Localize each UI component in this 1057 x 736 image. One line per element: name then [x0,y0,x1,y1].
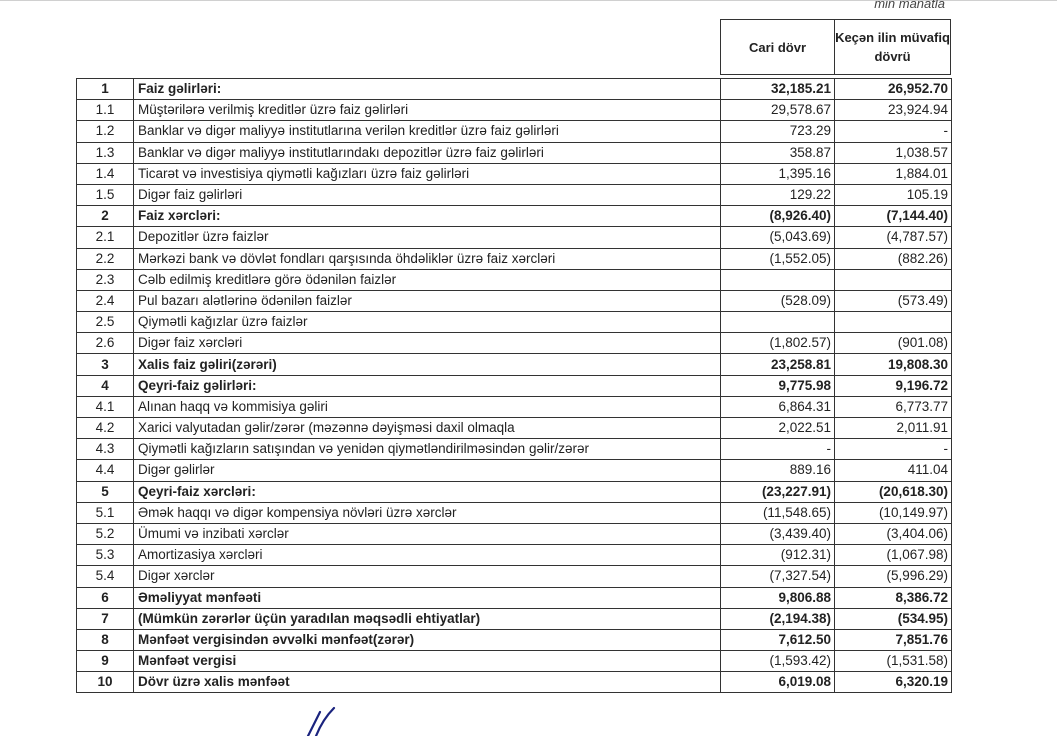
row-number: 2.2 [77,248,134,269]
table-row [77,79,952,100]
row-label: Pul bazarı alətlərinə ödənilən faizlər [134,290,721,311]
row-current-value: 7,612.50 [721,629,835,650]
row-label: Faiz xərcləri: [134,206,721,227]
row-number: 4.1 [77,396,134,417]
row-previous-value [835,312,952,333]
row-label: Mənfəət vergisi [134,651,721,672]
row-previous-value: (4,787.57) [835,227,952,248]
row-previous-value: (7,144.40) [835,206,952,227]
row-previous-value: 1,038.57 [835,142,952,163]
table-row [77,100,952,121]
row-label: Mərkəzi bank və dövlət fondları qarşısında öhdəliklər üzrə faiz xərcləri [134,248,721,269]
row-previous-value: 1,884.01 [835,163,952,184]
table-row [77,629,952,650]
row-number: 5.1 [77,502,134,523]
table-row [77,290,952,311]
row-number: 5.2 [77,523,134,544]
row-current-value: 29,578.67 [721,100,835,121]
row-number: 2.5 [77,312,134,333]
row-label: Banklar və digər maliyyə institutlarındakı depozitlər üzrə faiz gəlirləri [134,142,721,163]
table-row [77,375,952,396]
row-number: 2.6 [77,333,134,354]
table-row [77,587,952,608]
row-previous-value: (534.95) [835,608,952,629]
row-label: Dövr üzrə xalis mənfəət [134,672,721,693]
row-current-value: 889.16 [721,460,835,481]
row-previous-value: 2,011.91 [835,418,952,439]
row-label: Digər xərclər [134,566,721,587]
row-previous-value: 6,320.19 [835,672,952,693]
row-number: 1.4 [77,163,134,184]
row-previous-value: (901.08) [835,333,952,354]
table-row [77,502,952,523]
row-previous-value: (3,404.06) [835,523,952,544]
row-label: Mənfəət vergisindən əvvəlki mənfəət(zərər) [134,629,721,650]
column-header [720,19,951,75]
row-label: Xalis faiz gəliri(zərəri) [134,354,721,375]
row-label: Banklar və digər maliyyə institutlarına verilən kreditlər üzrə faiz gəlirləri [134,121,721,142]
row-current-value: 129.22 [721,184,835,205]
row-label: Xarici valyutadan gəlir/zərər (məzənnə dəyişməsi daxil olmaqla [134,418,721,439]
row-current-value: 1,395.16 [721,163,835,184]
row-previous-value: (5,996.29) [835,566,952,587]
row-current-value: 9,775.98 [721,375,835,396]
row-number: 8 [77,629,134,650]
row-number: 3 [77,354,134,375]
table-row [77,142,952,163]
row-previous-value: - [835,121,952,142]
row-label: Müştərilərə verilmiş kreditlər üzrə faiz gəlirləri [134,100,721,121]
row-number: 1.5 [77,184,134,205]
row-current-value [721,269,835,290]
row-current-value: (1,802.57) [721,333,835,354]
row-current-value: 9,806.88 [721,587,835,608]
row-current-value: (7,327.54) [721,566,835,587]
row-label: Ticarət və investisiya qiymətli kağızları üzrə faiz gəlirləri [134,163,721,184]
row-current-value [721,312,835,333]
table-row [77,608,952,629]
row-label: Depozitlər üzrə faizlər [134,227,721,248]
row-current-value: 6,864.31 [721,396,835,417]
table-row [77,545,952,566]
row-label: (Mümkün zərərlər üçün yaradılan məqsədli ehtiyatlar) [134,608,721,629]
row-current-value: 2,022.51 [721,418,835,439]
row-number: 1.1 [77,100,134,121]
table-row [77,418,952,439]
unit-label: min manatla [874,0,945,11]
row-previous-value: 26,952.70 [835,79,952,100]
row-current-value: (912.31) [721,545,835,566]
row-current-value: 358.87 [721,142,835,163]
row-number: 5.4 [77,566,134,587]
row-previous-value: 6,773.77 [835,396,952,417]
row-number: 7 [77,608,134,629]
row-label: Qiymətli kağızların satışından və yenidən qiymətləndirilməsindən gəlir/zərər [134,439,721,460]
row-current-value: 32,185.21 [721,79,835,100]
row-previous-value: (573.49) [835,290,952,311]
row-number: 2.1 [77,227,134,248]
table-row [77,206,952,227]
row-previous-value [835,269,952,290]
row-previous-value: (882.26) [835,248,952,269]
row-current-value: (11,548.65) [721,502,835,523]
table-row [77,566,952,587]
income-statement-table [76,78,952,693]
row-current-value: (5,043.69) [721,227,835,248]
row-current-value: 6,019.08 [721,672,835,693]
table-row [77,312,952,333]
row-current-value: (528.09) [721,290,835,311]
row-label: Ümumi və inzibati xərclər [134,523,721,544]
income-statement-body [77,79,952,693]
row-label: Qiymətli kağızlar üzrə faizlər [134,312,721,333]
row-previous-value: 23,924.94 [835,100,952,121]
row-previous-value: (10,149.97) [835,502,952,523]
row-label: Əmək haqqı və digər kompensiya növləri üzrə xərclər [134,502,721,523]
row-previous-value: (20,618.30) [835,481,952,502]
table-row [77,354,952,375]
signature-mark [290,706,350,736]
row-number: 1.2 [77,121,134,142]
row-number: 2.3 [77,269,134,290]
row-previous-value: 7,851.76 [835,629,952,650]
row-previous-value: - [835,439,952,460]
row-label: Digər faiz xərcləri [134,333,721,354]
row-number: 5.3 [77,545,134,566]
table-row [77,184,952,205]
row-previous-value: 411.04 [835,460,952,481]
row-label: Alınan haqq və kommisiya gəliri [134,396,721,417]
row-label: Qeyri-faiz xərcləri: [134,481,721,502]
row-current-value: 23,258.81 [721,354,835,375]
row-number: 4 [77,375,134,396]
row-number: 6 [77,587,134,608]
table-row [77,333,952,354]
table-row [77,396,952,417]
table-row [77,523,952,544]
row-previous-value: 8,386.72 [835,587,952,608]
row-label: Cəlb edilmiş kreditlərə görə ödənilən faizlər [134,269,721,290]
row-previous-value: (1,067.98) [835,545,952,566]
row-current-value: 723.29 [721,121,835,142]
row-number: 9 [77,651,134,672]
row-current-value: - [721,439,835,460]
row-current-value: (8,926.40) [721,206,835,227]
row-current-value: (2,194.38) [721,608,835,629]
row-previous-value: (1,531.58) [835,651,952,672]
row-label: Faiz gəlirləri: [134,79,721,100]
row-number: 4.2 [77,418,134,439]
row-previous-value: 9,196.72 [835,375,952,396]
table-row [77,651,952,672]
table-row [77,269,952,290]
table-row [77,121,952,142]
column-header-previous: Keçən ilin müvafiq dövrü [835,30,950,64]
table-row [77,439,952,460]
row-label: Qeyri-faiz gəlirləri: [134,375,721,396]
row-number: 5 [77,481,134,502]
row-number: 10 [77,672,134,693]
row-current-value: (23,227.91) [721,481,835,502]
row-previous-value: 19,808.30 [835,354,952,375]
row-label: Amortizasiya xərcləri [134,545,721,566]
row-label: Əməliyyat mənfəəti [134,587,721,608]
row-previous-value: 105.19 [835,184,952,205]
row-number: 1.3 [77,142,134,163]
table-row [77,672,952,693]
row-number: 4.4 [77,460,134,481]
row-number: 2 [77,206,134,227]
table-row [77,481,952,502]
row-label: Digər gəlirlər [134,460,721,481]
row-label: Digər faiz gəlirləri [134,184,721,205]
column-header-current: Cari dövr [721,20,835,74]
row-current-value: (1,552.05) [721,248,835,269]
row-current-value: (1,593.42) [721,651,835,672]
table-row [77,248,952,269]
table-row [77,227,952,248]
row-number: 2.4 [77,290,134,311]
row-number: 1 [77,79,134,100]
row-number: 4.3 [77,439,134,460]
table-row [77,163,952,184]
table-row [77,460,952,481]
row-current-value: (3,439.40) [721,523,835,544]
